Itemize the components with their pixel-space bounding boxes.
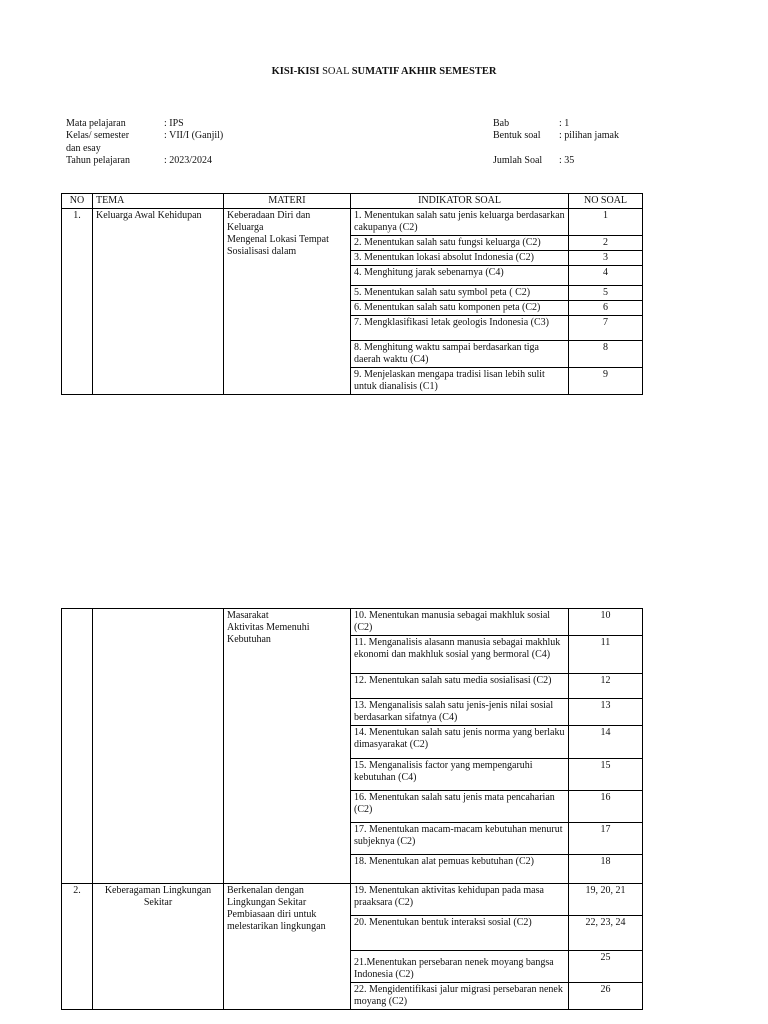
indikator-cell: 20. Menentukan bentuk interaksi sosial (C2) [351,916,569,951]
bab-label: Bab [493,118,510,129]
materi-line: Kebutuhan [227,634,271,645]
header-materi: MATERI [224,194,351,209]
indikator-cell: 14. Menentukan salah satu jenis norma yang berlaku dimasyarakat (C2) [351,726,569,759]
header-no: NO [62,194,93,209]
materi-cell [224,884,351,1010]
indikator-cell: 8. Menghitung waktu sampai berdasarkan tiga daerah waktu (C4) [351,341,569,368]
bab-value: : 1 [559,118,570,129]
materi-line: Lingkungan Sekitar [227,897,307,908]
no-soal-cell: 18 [569,855,643,884]
no-soal-cell: 11 [569,636,643,674]
materi-line: Sosialisasi dalam [227,246,297,257]
indikator-cell: 6. Menentukan salah satu komponen peta (C2) [351,301,569,316]
no-soal-cell: 12 [569,674,643,699]
tahun-value: : 2023/2024 [164,155,213,166]
indikator-cell: 21.Menentukan persebaran nenek moyang bangsa Indonesia (C2) [351,951,569,983]
materi-line: Aktivitas Memenuhi [227,622,310,633]
no-soal-cell: 5 [569,286,643,301]
kelas-label: Kelas/ semester [66,130,130,141]
kisi-table-1 [61,193,643,395]
indikator-cell: 3. Menentukan lokasi absolut Indonesia (C2) [351,251,569,266]
no-soal-cell: 17 [569,823,643,855]
indikator-cell: 4. Menghitung jarak sebenarnya (C4) [351,266,569,286]
jumlah-value: : 35 [559,155,575,166]
indikator-cell: 22. Mengidentifikasi jalur migrasi persebaran nenek moyang (C2) [351,983,569,1010]
header-no-soal: NO SOAL [569,194,643,209]
materi-line: Masarakat [227,610,269,621]
kelas-value: : VII/I (Ganjil) [164,130,224,141]
no-soal-cell: 1 [569,209,643,236]
indikator-cell: 13. Menganalisis salah satu jenis-jenis nilai sosial berdasarkan sifatnya (C4) [351,699,569,726]
indikator-cell: 10. Menentukan manusia sebagai makhluk sosial (C2) [351,609,569,636]
tema-cell: Keberagaman Lingkungan Sekitar [93,884,224,1010]
materi-cell [224,209,351,395]
indikator-cell: 1. Menentukan salah satu jenis keluarga berdasarkan cakupanya (C2) [351,209,569,236]
mapel-value: : IPS [164,118,184,129]
document-title [0,66,768,77]
tema-cell: Keluarga Awal Kehidupan [93,209,224,395]
indikator-cell: 19. Menentukan aktivitas kehidupan pada masa praaksara (C2) [351,884,569,916]
materi-line: melestarikan lingkungan [227,921,326,932]
row-number: 2. [62,884,93,1010]
indikator-cell: 12. Menentukan salah satu media sosialisasi (C2) [351,674,569,699]
no-soal-cell: 6 [569,301,643,316]
tema-cell-empty [93,609,224,884]
no-soal-cell: 13 [569,699,643,726]
row-number: 1. [62,209,93,395]
indikator-cell: 11. Menganalisis alasann manusia sebagai makhluk ekonomi dan makhluk sosial yang bermoral (C4) [351,636,569,674]
title-part-plain: SOAL [319,66,352,77]
no-soal-cell: 14 [569,726,643,759]
bentuk-label: Bentuk soal [493,130,541,141]
materi-line: Pembiasaan diri untuk [227,909,317,920]
no-soal-cell: 26 [569,983,643,1010]
no-soal-cell: 7 [569,316,643,341]
no-soal-cell: 15 [569,759,643,791]
tahun-label: Tahun pelajaran [66,155,130,166]
bentuk-value: : pilihan jamak [559,130,619,141]
indikator-cell: 5. Menentukan salah satu symbol peta ( C2) [351,286,569,301]
materi-line: Keluarga [227,222,264,233]
no-soal-cell: 22, 23, 24 [569,916,643,951]
table-row [62,609,643,636]
info-right [493,118,743,178]
header-indikator: INDIKATOR SOAL [351,194,569,209]
indikator-cell: 15. Menganalisis factor yang mempengaruhi kebutuhan (C4) [351,759,569,791]
mapel-label: Mata pelajaran [66,118,126,129]
no-soal-cell: 2 [569,236,643,251]
jumlah-label: Jumlah Soal [493,155,543,166]
indikator-cell: 7. Mengklasifikasi letak geologis Indonesia (C3) [351,316,569,341]
no-soal-cell: 4 [569,266,643,286]
title-part-a: KISI-KISI [271,66,320,77]
indikator-cell: 16. Menentukan salah satu jenis mata pencaharian (C2) [351,791,569,823]
row-number-empty [62,609,93,884]
no-soal-cell: 19, 20, 21 [569,884,643,916]
header-tema: TEMA [93,194,224,209]
indikator-cell: 2. Menentukan salah satu fungsi keluarga (C2) [351,236,569,251]
table-row [62,884,643,916]
info-left [66,118,366,178]
no-soal-cell: 8 [569,341,643,368]
no-soal-cell: 10 [569,609,643,636]
no-soal-cell: 9 [569,368,643,395]
no-soal-cell: 3 [569,251,643,266]
indikator-cell: 18. Menentukan alat pemuas kebutuhan (C2) [351,855,569,884]
indikator-cell: 9. Menjelaskan mengapa tradisi lisan lebih sulit untuk dianalisis (C1) [351,368,569,395]
no-soal-cell: 25 [569,951,643,983]
title-part-b: SUMATIF AKHIR SEMESTER [351,66,497,77]
materi-cell [224,609,351,884]
kisi-table-2 [61,608,643,1010]
kelas-extra: dan esay [66,143,101,154]
materi-line: Berkenalan dengan [227,885,304,896]
materi-line: Mengenal Lokasi Tempat [227,234,329,245]
materi-line: Keberadaan Diri dan [227,210,311,221]
indikator-cell: 17. Menentukan macam-macam kebutuhan menurut subjeknya (C2) [351,823,569,855]
table-row [62,209,643,236]
no-soal-cell: 16 [569,791,643,823]
